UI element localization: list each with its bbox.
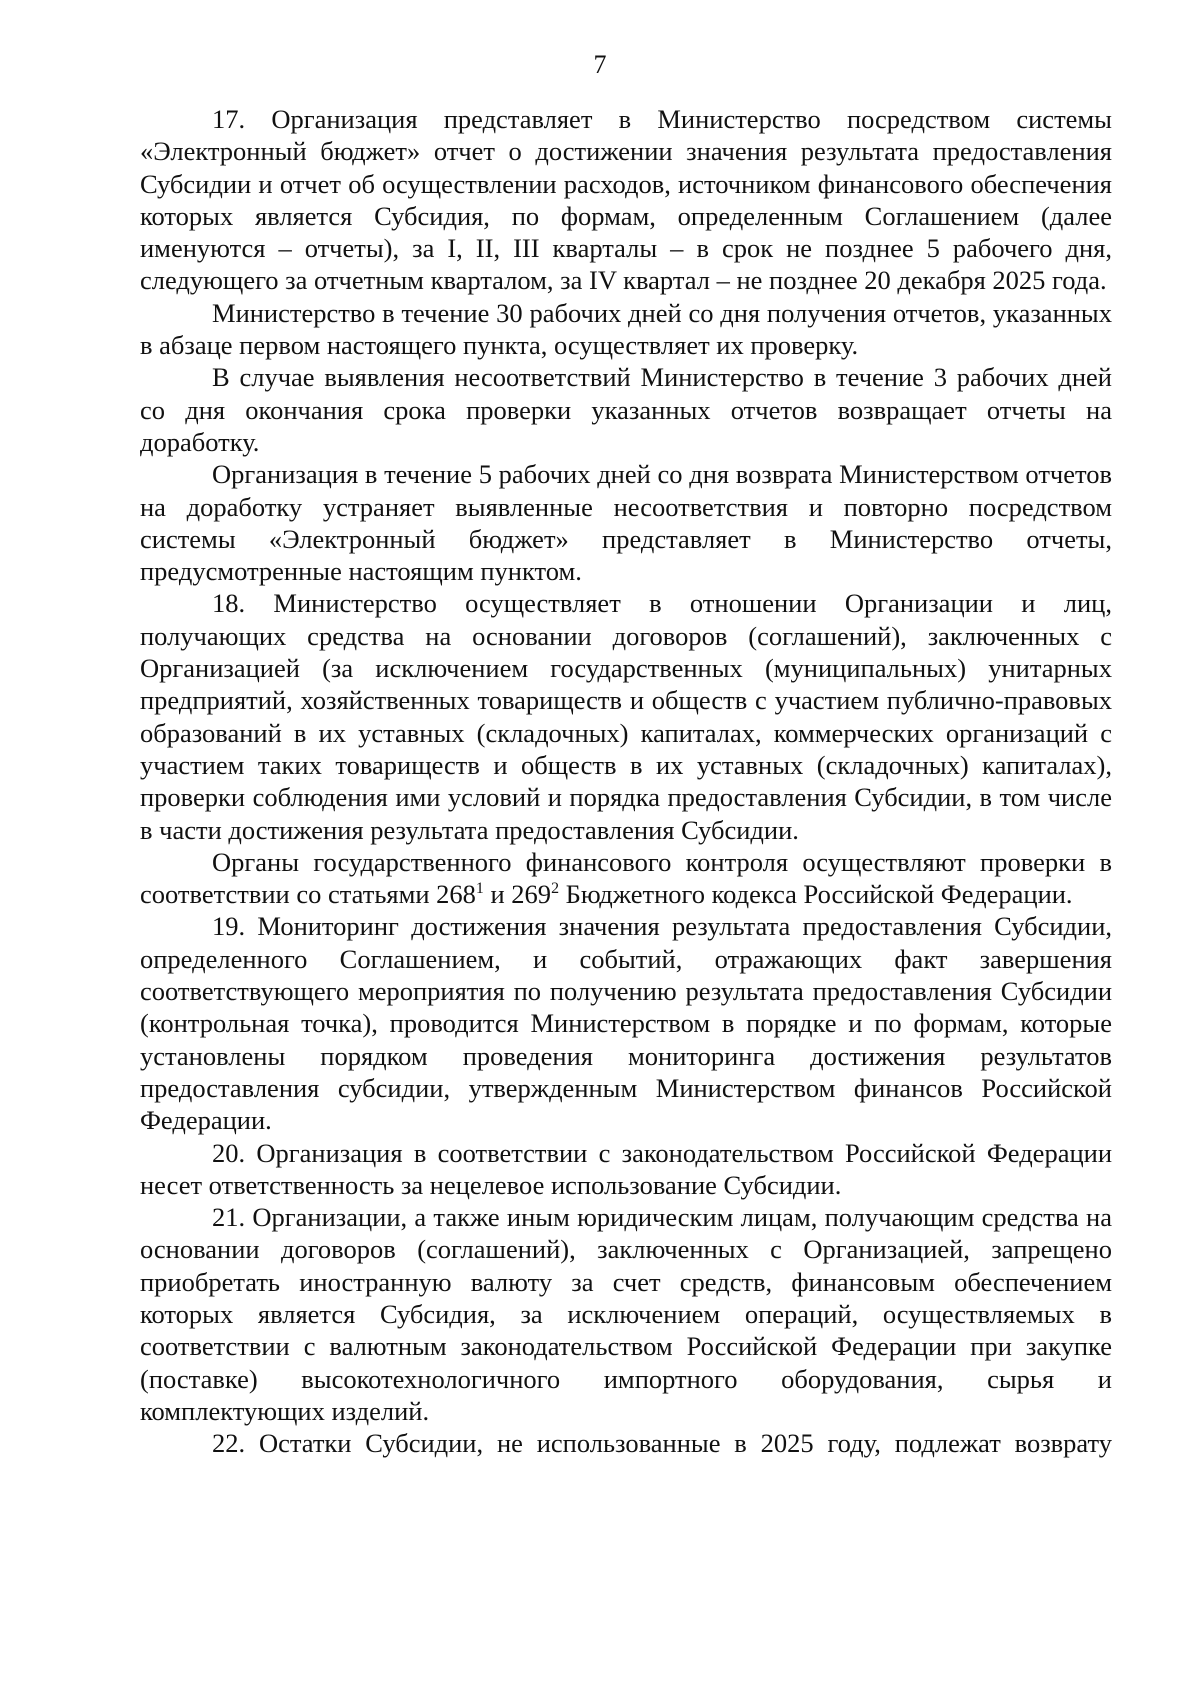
paragraph-17: 17. Организация представляет в Министерство посредством системы «Электронный бюджет» отчет о достижении значения результата предоставления Субсидии и отчет об осуществлении расходов, источником финансового обеспечения которых является Субсидия, по формам, определенным Соглашением (далее именуются – отчеты), за I, II, III кварталы – в срок не позднее 5 рабочего дня, следующего за отчетным кварталом, за IV квартал – не позднее 20 декабря 2025 года.	[140, 104, 1112, 296]
paragraph-17-check: Министерство в течение 30 рабочих дней со дня получения отчетов, указанных в абзаце первом настоящего пункта, осуществляет их проверку.	[140, 297, 1112, 361]
financial-control-text-2: и 269	[483, 879, 552, 910]
paragraph-17-discrepancies: В случае выявления несоответствий Министерство в течение 3 рабочих дней со дня окончания срока проверки указанных отчетов возвращает отчеты на доработку.	[140, 362, 1112, 457]
paragraph-20: 20. Организация в соответствии с законодательством Российской Федерации несет ответственность за нецелевое использование Субсидии.	[140, 1137, 1112, 1200]
footnote-ref-1: 1	[475, 880, 484, 898]
footnote-ref-2: 2	[551, 880, 560, 898]
paragraph-21: 21. Организации, а также иным юридическим лицам, получающим средства на основании договоров (соглашений), заключенных с Организацией, запрещено приобретать иностранную валюту за счет средств, финансовым обеспечением которых является Субсидия, за исключением операций, осуществляемых в соответствии с валютным законодательством Российской Федерации при закупке (поставке) высокотехнологичного импортного оборудования, сырья и комплектующих изделий.	[140, 1202, 1112, 1426]
financial-control-text-1: Органы государственного финансового контроля осуществляют проверки в соответствии со статьями 268	[140, 846, 1112, 910]
page-number: 7	[593, 50, 607, 79]
document-body	[140, 103, 1112, 1459]
paragraph-22: 22. Остатки Субсидии, не использованные в 2025 году, подлежат возврату	[212, 1428, 1112, 1459]
paragraph-18-financial-control	[140, 846, 1112, 911]
paragraph-19: 19. Мониторинг достижения значения результата предоставления Субсидии, определенного Соглашением, и событий, отражающих факт завершения соответствующего мероприятия по получению результата предоставления Субсидии (контрольная точка), проводится Министерством в порядке и по формам, которые установлены порядком проведения мониторинга достижения результатов предоставления субсидии, утвержденным Министерством финансов Российской Федерации.	[140, 911, 1112, 1136]
financial-control-text-3: Бюджетного кодекса Российской Федерации.	[559, 879, 1073, 910]
paragraph-17-revision: Организация в течение 5 рабочих дней со дня возврата Министерством отчетов на доработку устраняет выявленные несоответствия и повторно посредством системы «Электронный бюджет» представляет в Министерство отчеты, предусмотренные настоящим пунктом.	[140, 459, 1112, 587]
paragraph-18: 18. Министерство осуществляет в отношении Организации и лиц, получающих средства на основании договоров (соглашений), заключенных с Организацией (за исключением государственных (муниципальных) унитарных предприятий, хозяйственных товариществ и обществ с участием публично-правовых образований в их уставных (складочных) капиталах, коммерческих организаций с участием таких товариществ и обществ в их уставных (складочных) капиталах), проверки соблюдения ими условий и порядка предоставления Субсидии, в том числе в части достижения результата предоставления Субсидии.	[140, 588, 1112, 845]
